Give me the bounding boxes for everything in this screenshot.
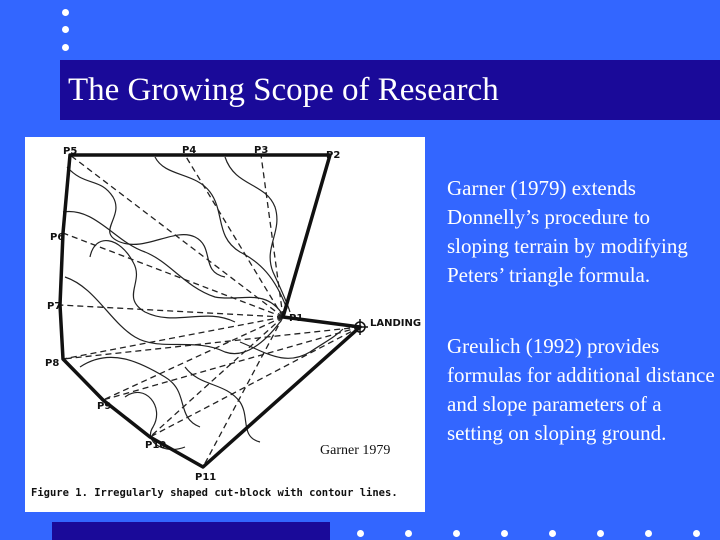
landing-label: LANDING — [370, 318, 422, 329]
point-label: P9 — [97, 401, 112, 412]
decor-dot — [597, 530, 604, 537]
decor-dot — [62, 9, 69, 16]
figure-credit: Garner 1979 — [320, 443, 391, 458]
decor-dot — [62, 26, 69, 33]
point-label: P6 — [50, 232, 65, 243]
bottom-bar — [52, 522, 330, 540]
figure-caption: Figure 1. Irregularly shaped cut-block with contour lines. — [31, 487, 398, 499]
paragraph-greulich: Greulich (1992) provides formulas for additional distance and slope parameters of a setting on sloping ground. — [447, 334, 715, 445]
paragraph-garner: Garner (1979) extends Donnelly’s procedure to sloping terrain by modifying Peters’ triangle formula. — [447, 176, 688, 287]
decor-dot — [62, 44, 69, 51]
slide-title: The Growing Scope of Research — [68, 72, 499, 108]
decor-dot — [693, 530, 700, 537]
point-label: P8 — [45, 358, 60, 369]
point-label: P3 — [254, 145, 269, 156]
point-label: P5 — [63, 146, 78, 157]
cut-block-figure — [25, 137, 425, 512]
point-label: P7 — [47, 301, 62, 312]
cut-block-boundary — [60, 155, 360, 467]
point-label: P2 — [326, 150, 341, 161]
point-label: P4 — [182, 145, 197, 156]
point-label: P11 — [195, 472, 217, 483]
point-label: P10 — [145, 440, 167, 451]
decor-dot — [549, 530, 556, 537]
decor-dot — [501, 530, 508, 537]
point-label: P1 — [289, 313, 304, 324]
decor-dot — [453, 530, 460, 537]
decor-dot — [405, 530, 412, 537]
decor-dot — [645, 530, 652, 537]
decor-dot — [357, 530, 364, 537]
